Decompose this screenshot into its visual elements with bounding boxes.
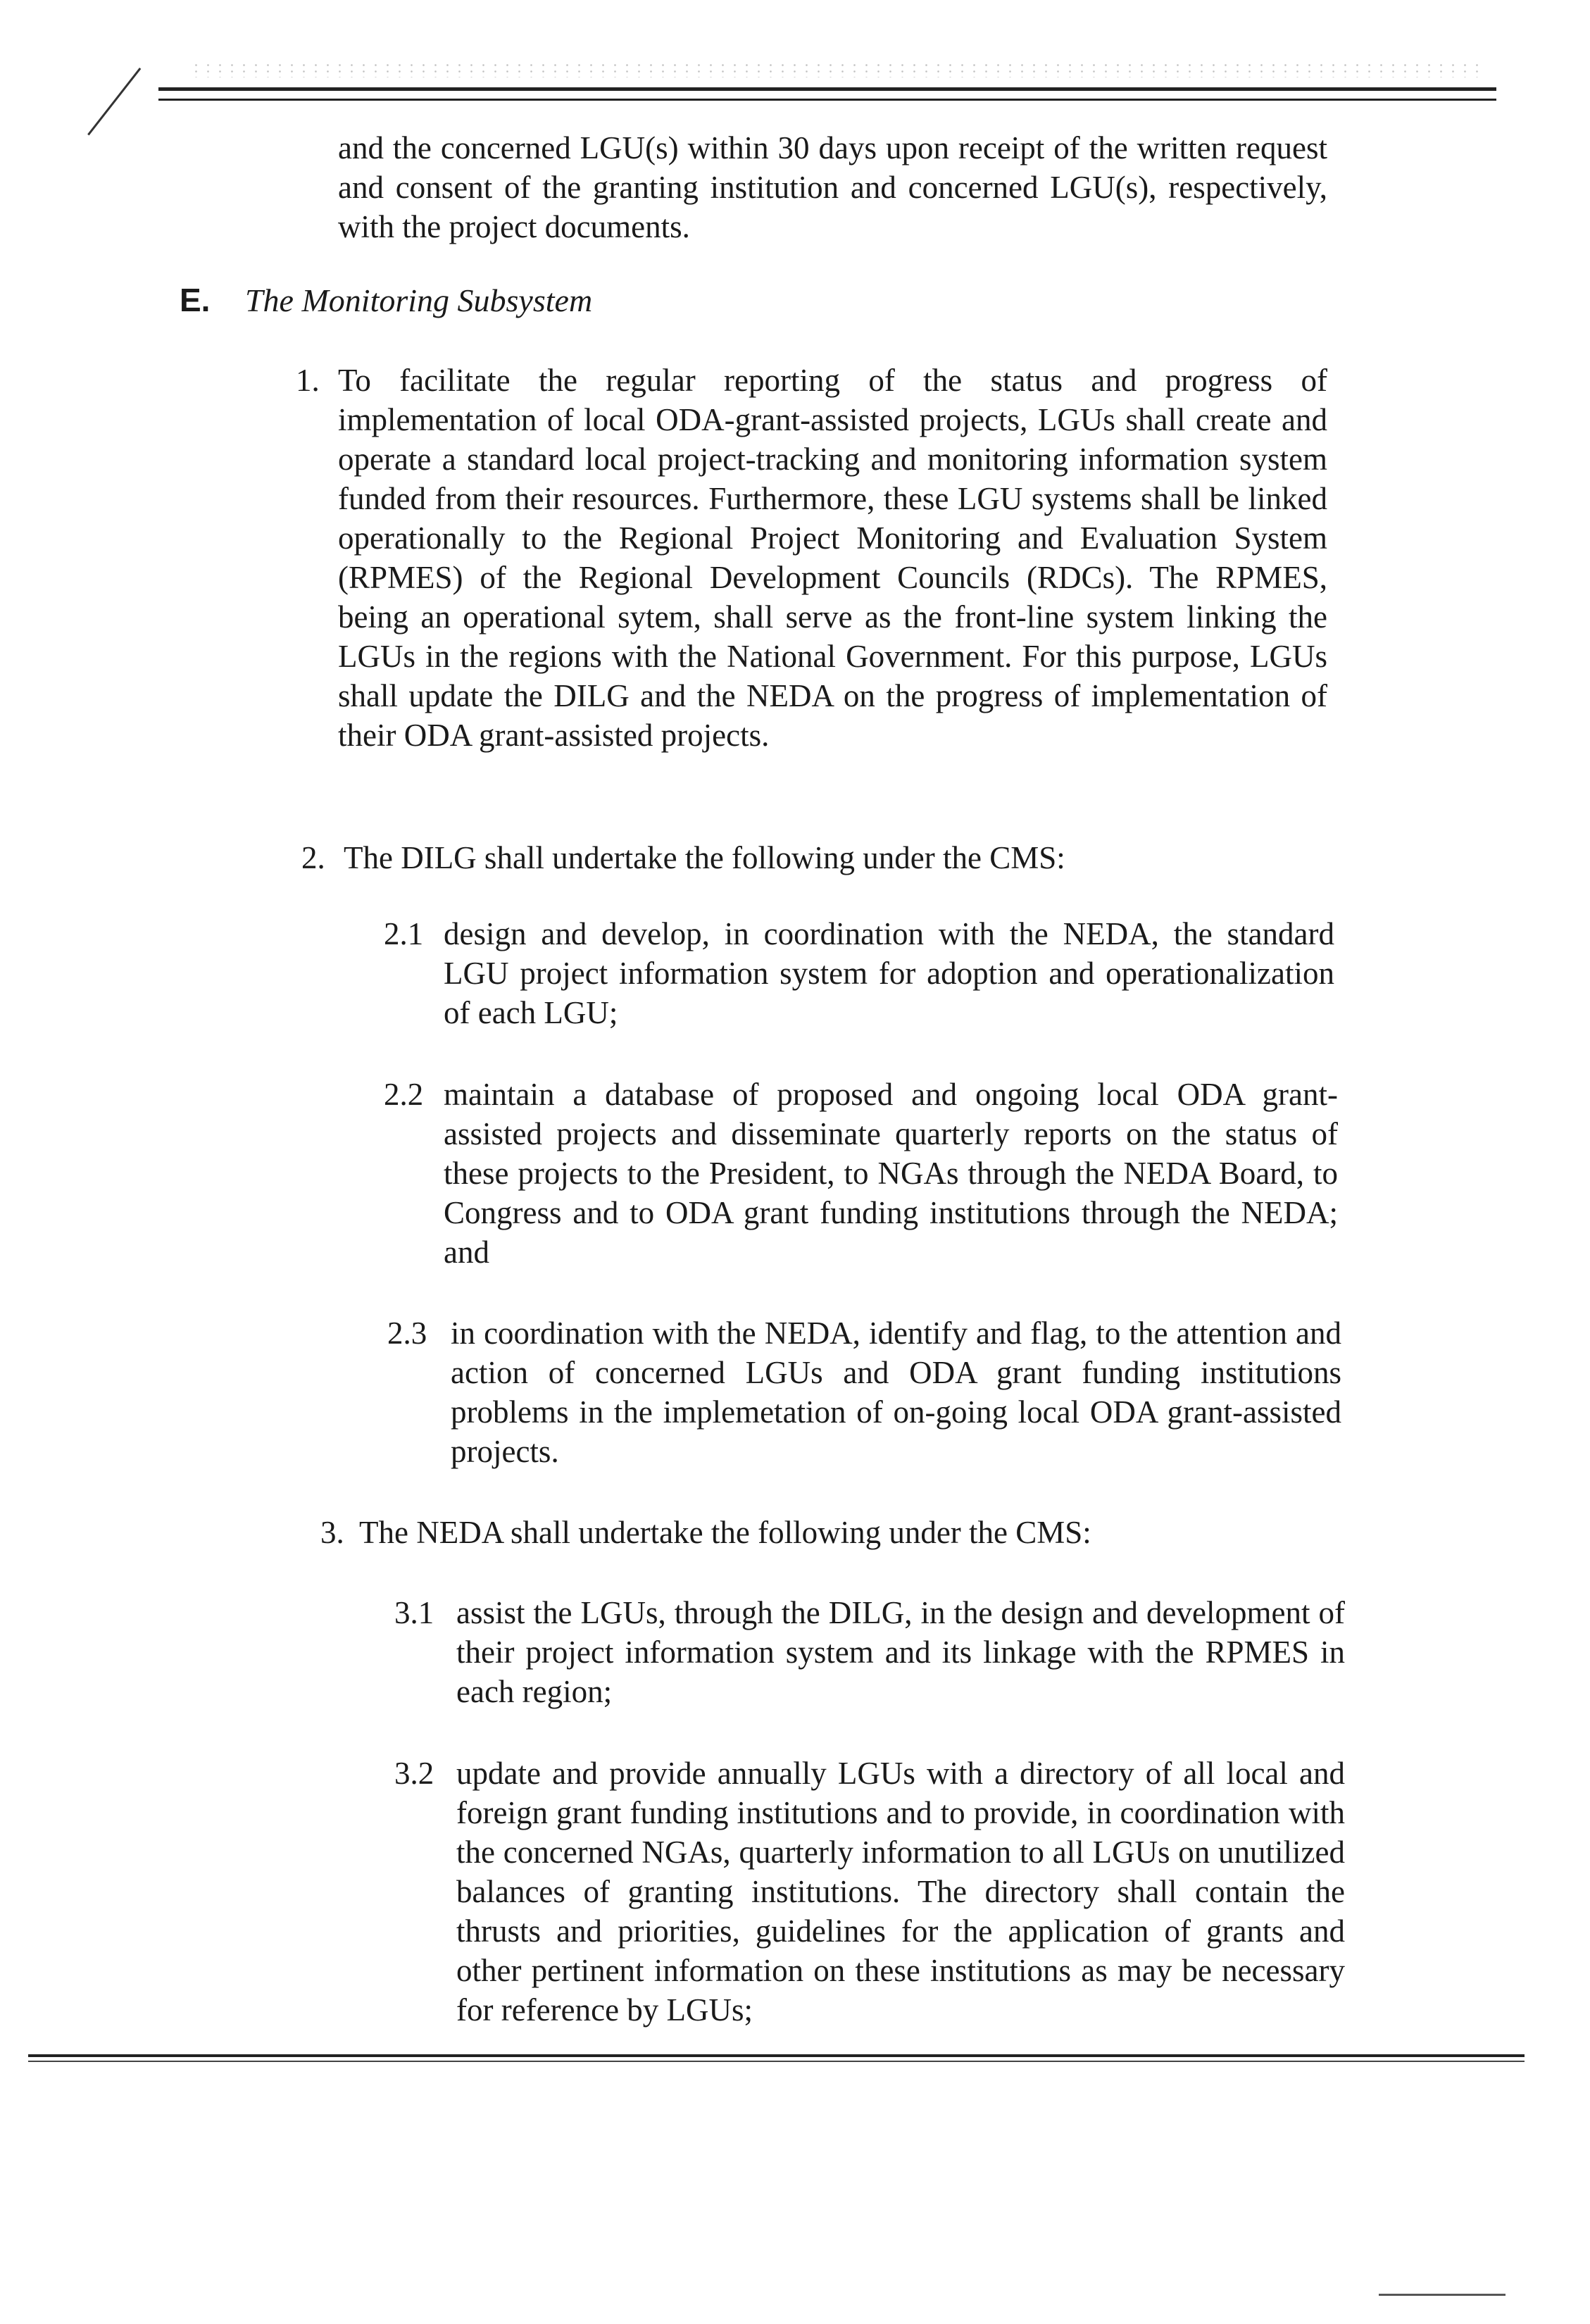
subitem-text: in coordination with the NEDA, identify and flag, to the attention and action of concerned LGUs and ODA grant funding institutions problems in the implemetation of on-going local ODA grant-assisted projects. — [451, 1316, 1341, 1469]
item-text: The DILG shall undertake the following under the CMS: — [344, 840, 1065, 875]
section-heading — [180, 280, 592, 320]
subitem-text: assist the LGUs, through the DILG, in the design and development of their project information system and its linkage with the RPMES in each region; — [456, 1595, 1345, 1709]
subitem-number: 3.1 — [394, 1595, 434, 1630]
subitem-text: update and provide annually LGUs with a directory of all local and foreign grant funding institutions and to provide, in coordination with the concerned NGAs, quarterly information to all LGUs on unutilized balances of granting institutions. The directory shall contain the thrusts and priorities, guidelines for the application of grants and other pertinent information on these institutions as may be necessary for reference by LGUs; — [456, 1756, 1345, 2028]
item-number: 1. — [296, 363, 320, 398]
scan-noise — [190, 62, 1479, 77]
subitem-text: design and develop, in coordination with the NEDA, the standard LGU project information system for adoption and operationalization of each LGU; — [444, 916, 1334, 1030]
section-letter: E. — [180, 282, 211, 318]
item-number: 2. — [301, 840, 325, 875]
section-title: The Monitoring Subsystem — [244, 282, 593, 318]
header-rule — [158, 87, 1496, 91]
subitem-number: 3.2 — [394, 1756, 434, 1791]
continuation-paragraph: and the concerned LGU(s) within 30 days upon receipt of the written request and consent of the granting institution and concerned LGU(s), respectively, with the project documents. — [338, 130, 1327, 244]
corner-mark — [87, 68, 141, 135]
footer-rule — [28, 2054, 1525, 2057]
header-rule-secondary — [158, 99, 1496, 101]
subitem-number: 2.2 — [384, 1077, 424, 1112]
item-text: To facilitate the regular reporting of the status and progress of implementation of local ODA-grant-assisted projects, LGUs shall create and operate a standard local project-tracking and monitoring information system funded from their resources. Furthermore, these LGU systems shall be linked operationally to the Regional Project Monitoring and Evaluation System (RPMES) of the Regional Development Councils (RDCs). The RPMES, being an operational sytem, shall serve as the front-line system linking the LGUs in the regions with the National Government. For this purpose, LGUs shall update the DILG and the NEDA on the progress of implementation of their ODA grant-assisted projects. — [338, 363, 1327, 753]
item-number: 3. — [320, 1515, 344, 1550]
subitem-number: 2.1 — [384, 916, 424, 951]
footer-rule-secondary — [28, 2061, 1525, 2062]
subitem-text: maintain a database of proposed and ongoing local ODA grant-assisted projects and disseminate quarterly reports on the status of these projects to the President, to NGAs through the NEDA Board, to Congress and to ODA grant funding institutions through the NEDA; and — [444, 1077, 1338, 1270]
corner-mark-bottom — [1379, 2294, 1506, 2296]
item-text: The NEDA shall undertake the following under the CMS: — [359, 1515, 1091, 1550]
subitem-number: 2.3 — [387, 1316, 427, 1351]
